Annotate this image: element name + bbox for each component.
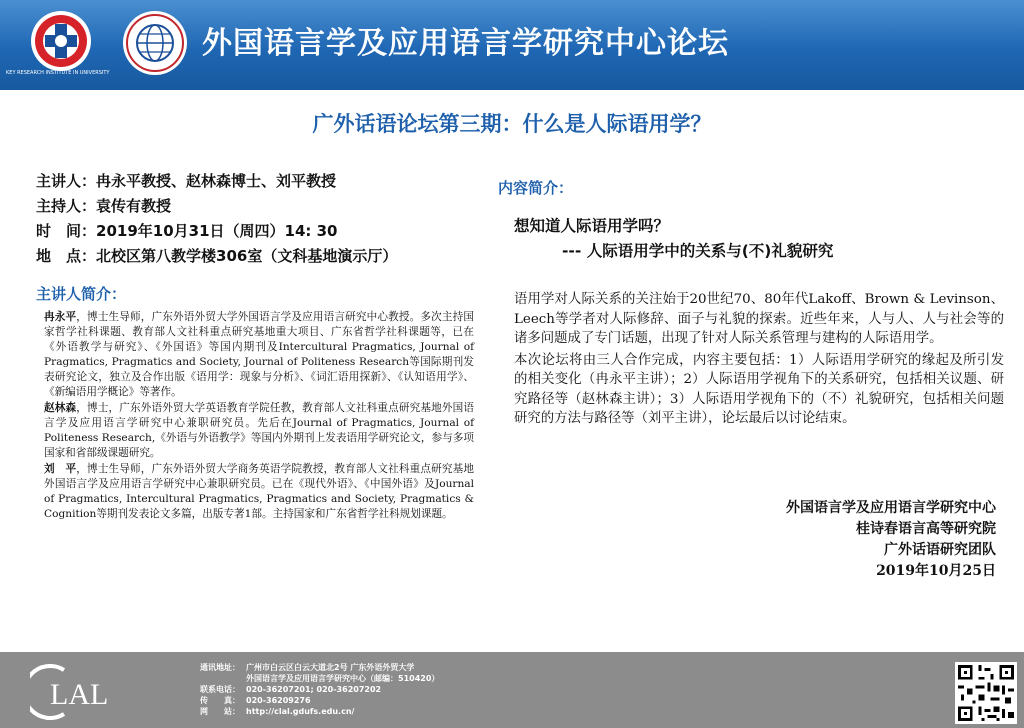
bio-paragraph xyxy=(44,462,474,522)
content-intro xyxy=(514,290,1004,431)
bio-paragraph xyxy=(44,401,474,461)
fax-value: 020-36209276 xyxy=(246,696,311,705)
signature-line: 广外话语研究团队 xyxy=(884,542,996,558)
address-row-2 xyxy=(200,673,439,684)
bio-name: 刘 平 xyxy=(44,463,77,475)
phone-label: 联系电话： xyxy=(200,685,240,694)
host-label: 主持人： xyxy=(36,197,97,215)
fax-label: 传 真： xyxy=(200,696,240,705)
website-link[interactable]: http://clal.gdufs.edu.cn/ xyxy=(246,707,355,716)
question-line-2: --- 人际语用学中的关系与(不)礼貌研究 xyxy=(562,242,834,260)
address-line-2: 外国语言学及应用语言学研究中心（邮编：510420） xyxy=(246,674,440,683)
place-line xyxy=(36,245,397,266)
speaker-bios xyxy=(44,310,474,523)
forum-title: 广外话语论坛第三期：什么是人际语用学？ xyxy=(312,112,712,136)
speaker-bio-heading: 主讲人简介： xyxy=(36,285,127,303)
speakers-value: 冉永平教授、赵林森博士、刘平教授 xyxy=(96,172,337,190)
speakers-line xyxy=(36,170,336,191)
content-intro-heading: 内容简介： xyxy=(498,179,574,197)
place-label: 地 点： xyxy=(36,247,97,265)
clal-logo-icon xyxy=(30,664,140,720)
signature-block xyxy=(786,498,996,582)
institute-logo-icon xyxy=(30,10,92,72)
page-header-title: 外国语言学及应用语言学研究中心论坛 xyxy=(202,26,729,61)
time-line xyxy=(36,220,337,241)
university-logo-icon xyxy=(122,10,188,76)
bio-text: ，博士生导师，广东外语外贸大学外国语言学及应用语言研究中心教授。多次主持国家哲学社科课题、教育部人文社科重点研究基地重大项目、广东省哲学社科课题等，已在《外语教学与研究》、《外国语》等国内期刊及Intercultural Pragmatics, Journal of Pragmatics, Pragmatics and Society, Journal of Politeness Research等国际期刊发表研究论文，独立及合作出版《语用学：现象与分析》、《词汇语用探新》、《认知语用学》、《新编语用学概论》等著作。 xyxy=(44,311,475,398)
address-label: 通讯地址： xyxy=(200,663,240,672)
web-row[interactable] xyxy=(200,706,439,717)
header-banner xyxy=(0,0,1024,90)
time-value: 2019年10月31日（周四）14: 30 xyxy=(96,222,338,240)
signature-line: 外国语言学及应用语言学研究中心 xyxy=(786,500,996,516)
bio-name: 冉永平 xyxy=(44,311,77,323)
svg-text:LAL: LAL xyxy=(50,678,109,711)
speakers-label: 主讲人： xyxy=(36,172,97,190)
qr-code-icon xyxy=(955,662,1017,724)
footer-bar xyxy=(0,652,1024,728)
bio-paragraph xyxy=(44,310,474,400)
content-paragraph: 本次论坛将由三人合作完成，内容主要包括：1）人际语用学研究的缘起及所引发的相关变化（冉永平主讲）；2）人际语用学视角下的关系研究，包括相关议题、研究路径等（赵林森主讲）；3）人际语用学视角下的（不）礼貌研究，包括相关问题研究的方法与路径等（刘平主讲），论坛最后以讨论结束。 xyxy=(514,352,1004,426)
footer-contact xyxy=(200,662,439,717)
signature-line: 桂诗春语言高等研究院 xyxy=(856,521,996,537)
fax-row xyxy=(200,695,439,706)
host-value: 袁传有教授 xyxy=(96,197,172,215)
institute-logo-caption: KEY RESEARCH INSTITUTE IN UNIVERSITY xyxy=(6,70,110,76)
host-line xyxy=(36,195,171,216)
address-row xyxy=(200,662,439,673)
question-line-1: 想知道人际语用学吗？ xyxy=(514,217,670,235)
signature-date: 2019年10月25日 xyxy=(876,563,996,579)
bio-text: ，博士，广东外语外贸大学英语教育学院任教，教育部人文社科重点研究基地外国语言学及应用语言学研究中心兼职研究员。先后在Journal of Pragmatics, Journal of Politeness Research,《外语与外语教学》等国内外期刊上发表语用学研究论文，参与多项国家和省部级课题研究。 xyxy=(44,402,475,459)
content-paragraph: 语用学对人际关系的关注始于20世纪70、80年代Lakoff、Brown & Levinson、Leech等学者对人际修辞、面子与礼貌的探索。近些年来，人与人、人与社会等的诸多问题成了专门话题，出现了针对人际关系管理与建构的人际语用学。 xyxy=(514,292,1004,346)
place-value: 北校区第八教学楼306室（文科基地演示厅） xyxy=(96,247,398,265)
phone-row xyxy=(200,684,439,695)
web-label: 网 站： xyxy=(200,707,240,716)
phone-value: 020-36207201; 020-36207202 xyxy=(246,685,382,694)
bio-text: ，博士生导师，广东外语外贸大学商务英语学院教授，教育部人文社科重点研究基地外国语言学及应用语言学研究中心兼职研究员。已在《现代外语》、《中国外语》及Journal of Pragmatics, Intercultural Pragmatics, Pragmatics and Society, Pragmatics & Cognition等期刊发表论文多篇，出版专著1部。主持国家和广东省哲学社科规划课题。 xyxy=(44,463,475,520)
bio-name: 赵林森 xyxy=(44,402,77,414)
address-line-1: 广州市白云区白云大道北2号 广东外语外贸大学 xyxy=(246,663,415,672)
time-label: 时 间： xyxy=(36,222,97,240)
